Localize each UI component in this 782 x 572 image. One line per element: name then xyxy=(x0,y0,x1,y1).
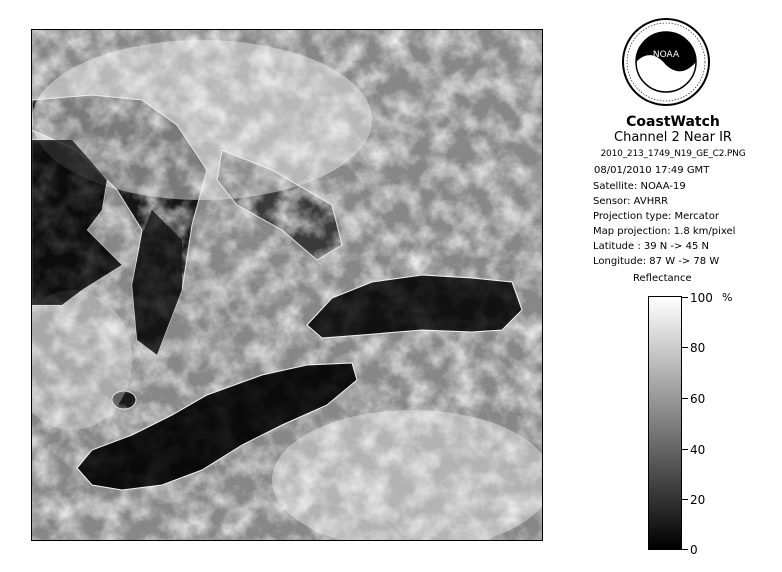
colorbar-tick xyxy=(682,549,688,550)
noaa-logo-text: NOAA xyxy=(652,50,680,60)
colorbar-tick xyxy=(682,449,688,450)
colorbar-title: Reflectance xyxy=(633,273,692,284)
colorbar-tick-label: 80 xyxy=(690,341,706,355)
colorbar-tick-label: 60 xyxy=(690,392,706,406)
colorbar-unit: % xyxy=(722,291,733,304)
product-title: CoastWatch xyxy=(626,114,720,130)
noaa-logo-icon xyxy=(621,17,711,107)
colorbar-tick-label: 40 xyxy=(690,443,706,457)
colorbar-tick xyxy=(682,347,688,348)
datetime-line: 08/01/2010 17:49 GMT xyxy=(594,165,710,176)
longitude-line: Longitude: 87 W -> 78 W xyxy=(593,256,720,267)
colorbar-tick-label: 100 xyxy=(690,291,713,305)
satellite-line: Satellite: NOAA-19 xyxy=(593,181,686,192)
map-projection-line: Map projection: 1.8 km/pixel xyxy=(593,226,736,237)
image-filename: 2010_213_1749_N19_GE_C2.PNG xyxy=(600,149,746,159)
colorbar-tick xyxy=(682,499,688,500)
sensor-line: Sensor: AVHRR xyxy=(593,196,669,207)
colorbar-tick-label: 20 xyxy=(690,493,706,507)
colorbar-tick xyxy=(682,297,688,298)
colorbar-tick xyxy=(682,398,688,399)
colorbar-tick-label: 0 xyxy=(690,543,698,557)
colorbar xyxy=(648,296,682,550)
channel-subtitle: Channel 2 Near IR xyxy=(614,130,732,145)
latitude-line: Latitude : 39 N -> 45 N xyxy=(593,241,709,252)
projection-type-line: Projection type: Mercator xyxy=(593,211,719,222)
satellite-image xyxy=(31,29,543,541)
